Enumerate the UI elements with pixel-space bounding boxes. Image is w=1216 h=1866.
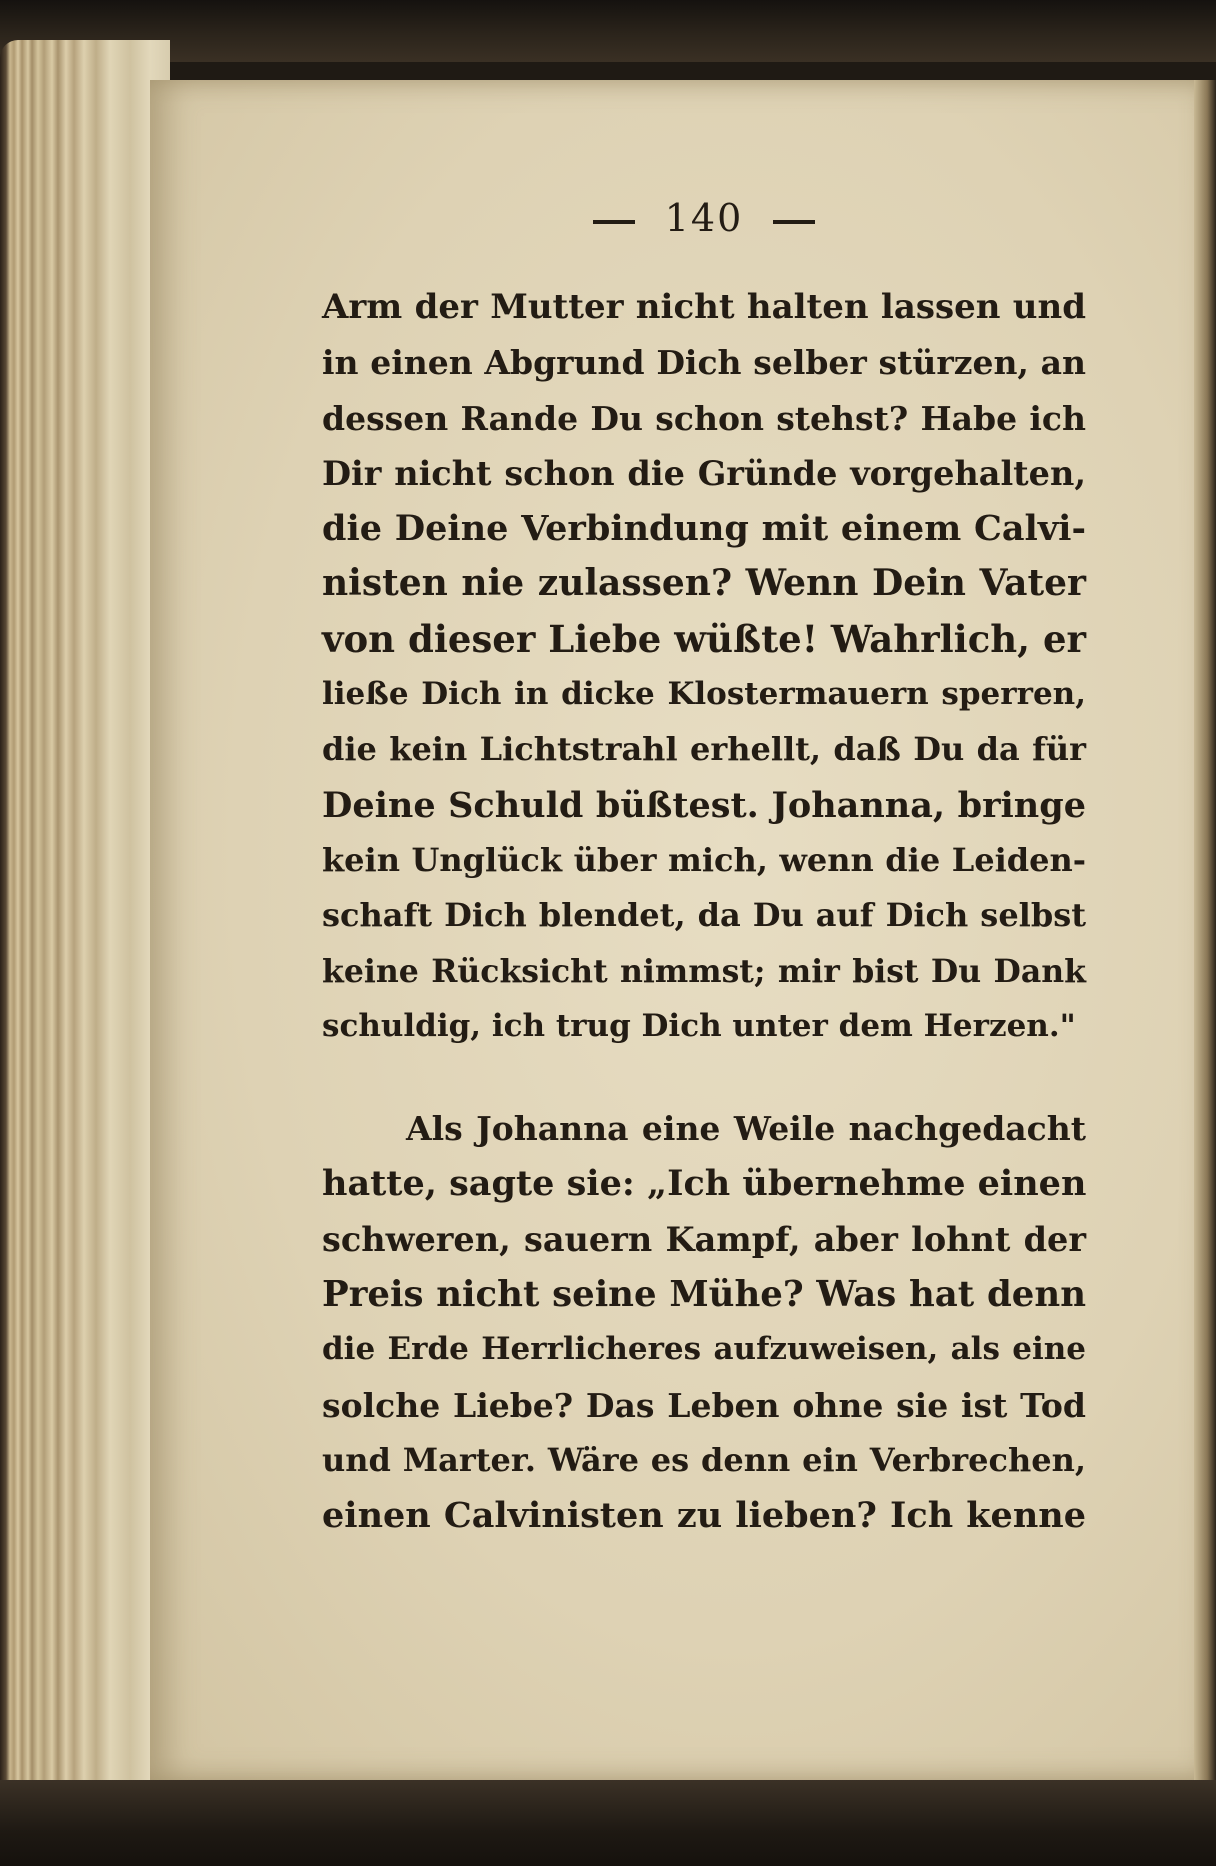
text-line: Preis nicht seine Mühe? Was hat denn xyxy=(322,1274,1086,1316)
paragraph-2 xyxy=(322,1101,1086,1543)
text-line: Deine Schuld büßtest. Johanna, bringe xyxy=(322,784,1086,826)
text-line: Arm der Mutter nicht halten lassen und xyxy=(322,287,1086,327)
text-line: in einen Abgrund Dich selber stürzen, an xyxy=(322,343,1086,383)
text-line: solche Liebe? Das Leben ohne sie ist Tod xyxy=(322,1385,1086,1425)
left-dash xyxy=(593,220,635,224)
text-line: ließe Dich in dicke Klostermauern sperren, xyxy=(322,676,1086,713)
text-line: schaft Dich blendet, da Du auf Dich selbst xyxy=(322,896,1086,935)
text-line: die Erde Herrlicheres aufzuweisen, als eine xyxy=(322,1331,1086,1368)
book-top-edge xyxy=(0,0,1216,62)
page-gutter xyxy=(1194,80,1216,1780)
text-line: kein Unglück über mich, wenn die Leiden- xyxy=(322,840,1086,879)
page-edges xyxy=(0,40,170,1866)
text-line: dessen Rande Du schon stehst? Habe ich xyxy=(322,398,1086,438)
text-line: Dir nicht schon die Gründe vorgehalten, xyxy=(322,453,1086,493)
text-line: und Marter. Wäre es denn ein Verbrechen, xyxy=(322,1440,1086,1479)
text-line: einen Calvinisten zu lieben? Ich kenne xyxy=(322,1495,1086,1537)
right-dash xyxy=(773,220,815,224)
book-bottom-edge xyxy=(0,1780,1216,1866)
text-line: nisten nie zulassen? Wenn Dein Vater xyxy=(322,562,1086,605)
page-number: 140 xyxy=(664,196,744,240)
page-content xyxy=(322,196,1086,1544)
text-line: hatte, sagte sie: „Ich übernehme einen xyxy=(322,1163,1087,1205)
text-line: keine Rücksicht nimmst; mir bist Du Dank xyxy=(322,952,1086,990)
page-number-header xyxy=(322,196,1086,246)
text-line: Als Johanna eine Weile nachgedacht xyxy=(406,1109,1086,1149)
paragraph-1 xyxy=(322,280,1086,1054)
text-line: schuldig, ich trug Dich unter dem Herzen." xyxy=(322,1007,1076,1044)
text-line: schweren, sauern Kampf, aber lohnt der xyxy=(322,1219,1086,1259)
text-line: von dieser Liebe wüßte! Wahrlich, er xyxy=(322,616,1086,661)
text-line: die Deine Verbindung mit einem Calvi- xyxy=(322,508,1086,550)
text-line: die kein Lichtstrahl erhellt, daß Du da für xyxy=(322,730,1086,769)
